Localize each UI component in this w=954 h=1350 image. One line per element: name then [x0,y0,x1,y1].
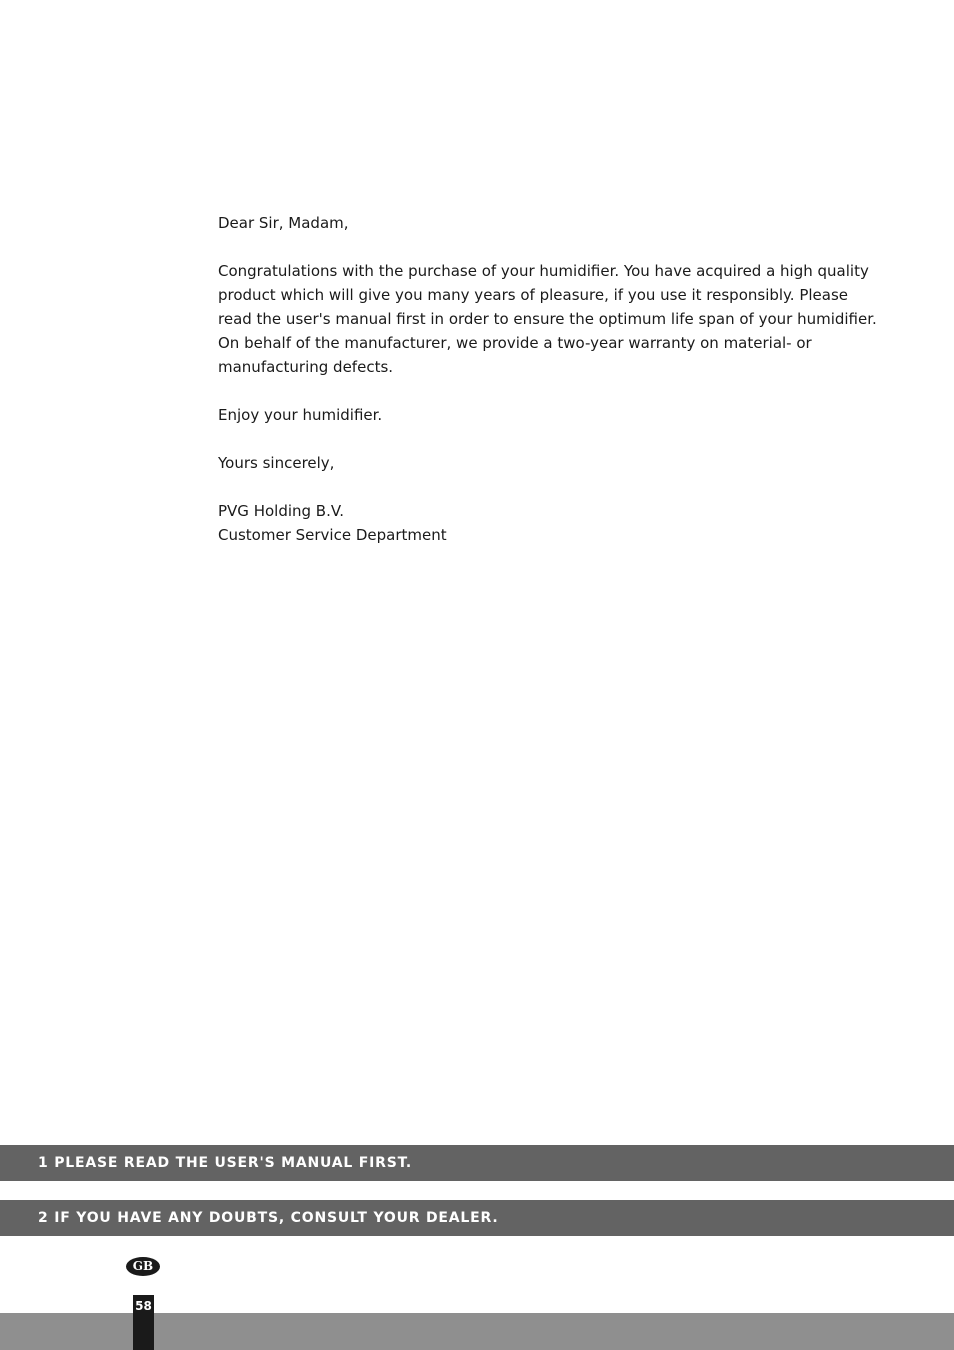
letter-body: Congratulations with the purchase of your humidifier. You have acquired a high quality product which will give you many years of pleasure, if you use it responsibly. Please read the user's manual first in order to ensure the optimum life span of your humidifier. On behalf of the manufacturer, we provide a two-year warranty on material- or manufacturing defects. [218,262,877,376]
enjoy-line: Enjoy your humidifier. [218,406,383,424]
letter [218,211,878,547]
page-number: 58 [135,1299,152,1313]
signature-block [218,499,878,547]
department-name: Customer Service Department [218,526,447,544]
closing: Yours sincerely, [218,454,335,472]
salutation: Dear Sir, Madam, [218,214,349,232]
language-badge: GB [126,1257,160,1276]
company-name: PVG Holding B.V. [218,502,344,520]
instruction-banner-1: 1 PLEASE READ THE USER'S MANUAL FIRST. [0,1145,954,1181]
instruction-banner-2: 2 IF YOU HAVE ANY DOUBTS, CONSULT YOUR DEALER. [0,1200,954,1236]
